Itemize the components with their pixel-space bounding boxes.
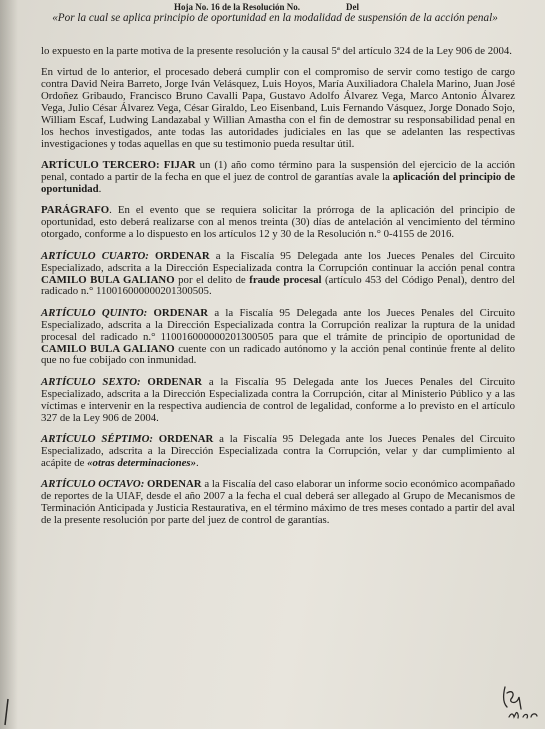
quoted-section: «otras determinaciones» [87,456,197,469]
page-shadow [0,0,18,729]
article-verb: ORDENAR [147,375,203,388]
article-heading: ARTÍCULO CUARTO: [41,249,149,262]
article-heading: ARTÍCULO OCTAVO: [41,478,145,491]
article-third [41,160,515,196]
article-text-end: . [196,456,199,469]
document-body [41,46,515,536]
article-fourth [41,251,515,299]
article-heading: ARTÍCULO SEXTO: [41,375,141,388]
article-text: un (1) año como término para la suspensión del ejercicio de la acción penal, contado a partir de la fecha en que el juez de control de garantías avale la [41,159,516,184]
defendant-name: CAMILO BULA GALIANO [41,273,175,286]
margin-mark-icon [3,697,11,727]
article-text: por el delito de [174,273,250,286]
article-text: a la Fiscalía 95 Delegada ante los Jueces Penales del Circuito Especializado, adscrita a la Dirección Especializada contra la Corrupción, velar y dar cumplimiento al acápite de [41,432,516,469]
paragraph-extension [41,205,515,241]
paragraph-causal: lo expuesto en la parte motiva de la presente resolución y la causal 5ª del artículo 324 de la Ley 906 de 2004. [41,45,512,57]
article-verb: ORDENAR [155,249,210,262]
paragraph-testimony-commitment: En virtud de lo anterior, el procesado deberá cumplir con el compromiso de servir como testigo de cargo contra David Neira Barreto, Jorge Iván Velásquez, Luis Hoyos, María Auxiliadora Chalela Marino, Juan José Ordoñez Gribaudo, Francisco Bruno Cavalli Papa, Gustavo Adolfo Álvarez Vega, Marco Antonio Álvarez Vega, Julio César Álvarez Vega, César Giraldo, Leo Eisenband, Luis Fernando Vásquez, Jorge Donado Sojo, William Escaf, Ludwing Landazabal y Willian Amastha con el fin de demostrar su responsabilidad penal en los hechos investigados, ante todas las autoridades judiciales en las que se adelanten las respectivas investigaciones y todas aquellas en que su testimonio pueda resultar útil. [41,66,515,150]
header-date-label: Del [346,2,359,12]
article-heading: ARTÍCULO QUINTO: [41,306,148,319]
article-verb: ORDENAR [153,306,209,319]
handwritten-signature-icon [499,681,541,723]
header-sheet-number: Hoja No. 16 de la Resolución No. [174,2,300,12]
article-text: a la Fiscalía 95 Delegada ante los Jueces Penales del Circuito Especializado, adscrita a la Dirección Especializada contra la Corrupción, citar al Ministerio Público y a las víctimas e intervenir en la respectiva audiencia de control de legalidad, conforme a lo previsto en el artículo 327 de la Ley 906 de 2004. [41,375,515,424]
article-heading: ARTÍCULO SÉPTIMO: [41,432,153,445]
article-verb: ORDENAR [147,478,202,491]
article-text-end: (artículo 453 del Código Penal), dentro del radicado n.° 110016000000201300505. [41,273,515,298]
article-verb: FIJAR [163,159,196,172]
article-seventh [41,434,515,470]
resolution-subtitle: «Por la cual se aplica principio de oportunidad en la modalidad de suspensión de la acción penal» [52,12,498,24]
paragraph-text: . En el evento que se requiera solicitar la prórroga de la aplicación del principio de oportunidad, esto deberá realizarse con al menos treinta (30) días de antelación al vencimiento del término otorgado, conforme a lo dispuesto en los artículos 12 y 30 de la Resolución n.° 0-4155 de 2016. [41,204,515,241]
article-highlight: aplicación del principio de oportunidad [41,171,515,196]
paragraph-heading: PARÁGRAFO [41,204,110,217]
article-heading: ARTÍCULO TERCERO: [41,159,160,172]
article-verb: ORDENAR [158,432,214,445]
article-text: a la Fiscalía 95 Delegada ante los Jueces Penales del Circuito Especializado, adscrita a la Dirección Especializada contra la Corrupción realizar la ruptura de la unidad procesal del radicado n.° 110016000000201300505 para que el trámite de principio de oportunidad de [41,306,516,343]
article-text: a la Fiscalía del caso elaborar un informe socio económico acompañado de reportes de la UIAF, desde el año 2007 a la fecha el cual deberá ser allegado al Grupo de Mecanismos de Terminación Anticipada y Justicia Restaurativa, en el término máximo de tres meses contado a partir del aval de la presente resolución por parte del juez de control de garantías. [41,478,515,526]
article-fifth [41,308,515,368]
defendant-name: CAMILO BULA GALIANO [41,342,175,355]
article-sixth [41,377,515,425]
article-text-end: cuente con un radicado autónomo y la acción penal continúe frente al delito que no fue cobijado con inmunidad. [41,342,515,367]
article-eighth [41,479,515,527]
article-text-end: . [98,183,102,196]
article-text: a la Fiscalía 95 Delegada ante los Jueces Penales del Circuito Especializado, adscrita a la Dirección Especializada contra la Corrupción continuar la acción penal contra [41,249,515,274]
crime-name: fraude procesal [249,273,322,286]
